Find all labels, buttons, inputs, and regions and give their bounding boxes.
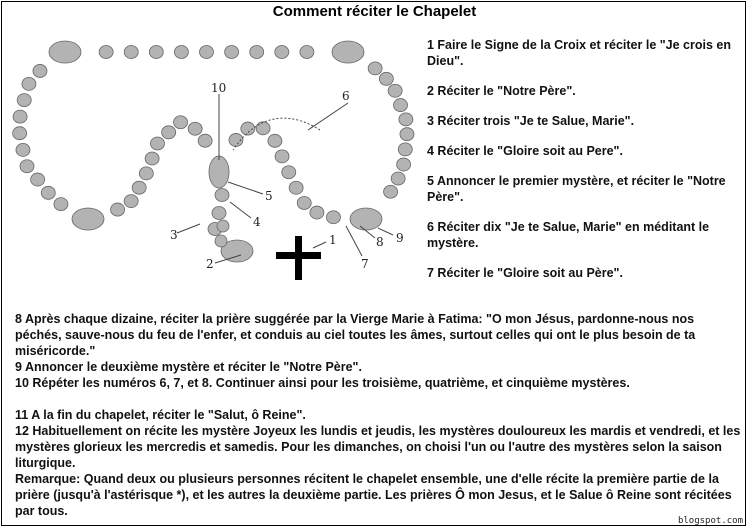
label-1: 1 (329, 233, 337, 247)
bead (49, 41, 81, 63)
bead (256, 122, 270, 135)
step-1: 1 Faire le Signe de la Croix et réciter le "Je crois en Dieu". (427, 38, 731, 68)
bead (268, 134, 282, 147)
bead (124, 46, 138, 59)
bead (13, 127, 27, 140)
bead (209, 156, 229, 188)
bead (289, 181, 303, 194)
step-10: 10 Répéter les numéros 6, 7, et 8. Continuer ainsi pour les troisième, quatrième, et cinquième mystères. (15, 376, 630, 390)
bead (174, 46, 188, 59)
label-4: 4 (253, 215, 261, 229)
bead (384, 185, 398, 198)
steps-list (427, 37, 742, 295)
bead (72, 208, 104, 230)
bead (162, 126, 176, 139)
step-3: 3 Réciter trois "Je te Salue, Marie". (427, 114, 635, 128)
step-6: 6 Réciter dix "Je te Salue, Marie" en méditant le mystère. (427, 220, 710, 250)
instructions-bottom (15, 311, 743, 519)
bead (300, 46, 314, 59)
page-title: Comment réciter le Chapelet (272, 3, 477, 20)
bead (188, 122, 202, 135)
bead (174, 116, 188, 129)
label-9: 9 (396, 231, 404, 245)
step-9: 9 Annoncer le deuxième mystère et réciter le "Notre Père". (15, 360, 362, 374)
label-7: 7 (361, 257, 369, 271)
bead (54, 198, 68, 211)
step-2: 2 Réciter le "Notre Père". (427, 84, 576, 98)
bead (275, 46, 289, 59)
watermark: blogspot.com (677, 516, 743, 526)
bead (400, 128, 414, 141)
bead (282, 166, 296, 179)
bead (16, 143, 30, 156)
bead (31, 173, 45, 186)
crucifix-icon (276, 236, 321, 280)
label-5: 5 (265, 189, 273, 203)
bead (275, 150, 289, 163)
step-4: 4 Réciter le "Gloire soit au Pere". (427, 144, 623, 158)
step-5: 5 Annoncer le premier mystère, et réciter le "Notre Père". (427, 174, 726, 204)
label-3: 3 (170, 228, 178, 242)
bead (99, 46, 113, 59)
bead (217, 220, 229, 232)
bead (398, 143, 412, 156)
step-11: 11 A la fin du chapelet, réciter le "Salut, ô Reine". (15, 408, 306, 422)
bead (200, 46, 214, 59)
bead (149, 46, 163, 59)
callout-lines (177, 94, 393, 263)
bead (394, 99, 408, 112)
bead (397, 158, 411, 171)
step-7: 7 Réciter le "Gloire soit au Père". (427, 266, 623, 280)
bead (22, 77, 36, 90)
bead (250, 46, 264, 59)
label-6: 6 (342, 89, 350, 103)
step-12: 12 Habituellement on récite les mystère Joyeux les lundis et jeudis, les mystères douloureux les mardis et vendredi, et les mystères glorieux les mercredis et samedis. Pour les dimanches, on choisi l'un ou l'autre des mystères selon la saison liturgique. (15, 424, 741, 470)
label-10: 10 (211, 81, 227, 95)
label-2: 2 (206, 257, 214, 271)
bead (326, 211, 340, 224)
bead (391, 172, 405, 185)
bead (241, 122, 255, 135)
bead (33, 64, 47, 77)
bead (13, 110, 27, 123)
bead (150, 137, 164, 150)
bead (139, 167, 153, 180)
bead (310, 206, 324, 219)
bead (368, 62, 382, 75)
bead (332, 41, 364, 63)
bead (212, 207, 226, 220)
bead (215, 235, 227, 247)
bead (198, 134, 212, 147)
remark: Remarque: Quand deux ou plusieurs personnes récitent le chapelet ensemble, une d'elle récite la première partie de la prière (jusqu'à l'astérisque *), et les autres la deuxième partie. Les prières Ô mon Jesus, et le Salue ô Reine sont récitées par tous. (15, 472, 732, 518)
bead (379, 72, 393, 85)
bead (225, 46, 239, 59)
bead (350, 208, 382, 230)
label-8: 8 (376, 235, 384, 249)
bead (20, 160, 34, 173)
bead (132, 181, 146, 194)
step-8: 8 Après chaque dizaine, réciter la prière suggérée par la Vierge Marie à Fatima: "O mon Jésus, pardonne-nous nos péchés, sauve-nous du feu de l'enfer, et conduis au ciel toutes les âmes, surtout celles qui ont le plus besoin de ta miséricorde." (15, 312, 696, 358)
bead (41, 186, 55, 199)
bead (145, 152, 159, 165)
bead (124, 195, 138, 208)
bead (297, 196, 311, 209)
bead (388, 84, 402, 97)
rosary-beads (13, 41, 414, 262)
bead (215, 189, 229, 202)
bead (399, 113, 413, 126)
bead (17, 94, 31, 107)
bead (111, 203, 125, 216)
rosary-diagram (8, 30, 420, 280)
